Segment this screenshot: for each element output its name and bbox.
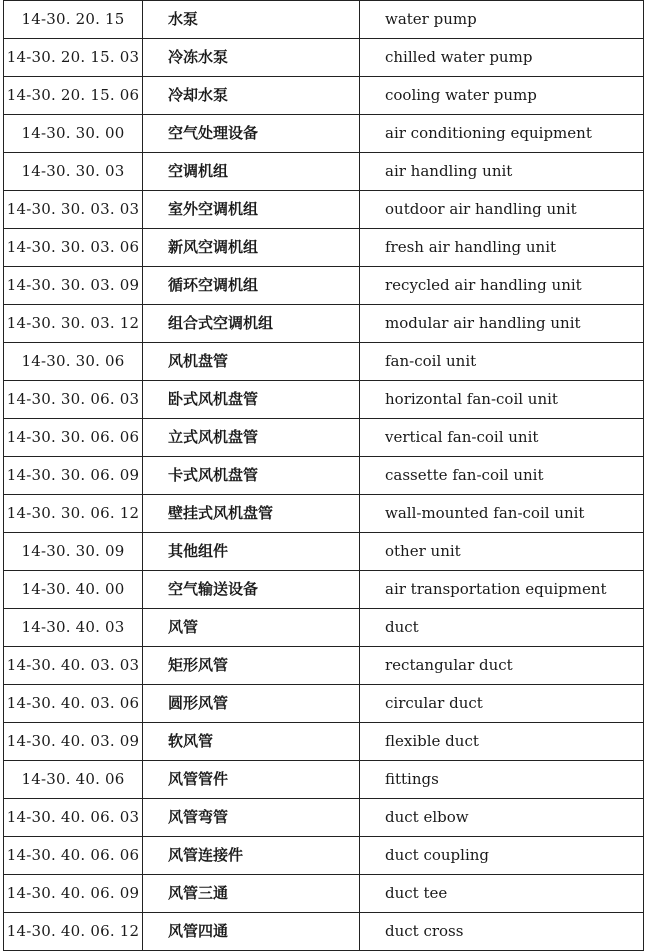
code-cell: 14-30. 30. 03. 03	[4, 191, 143, 229]
code-cell: 14-30. 30. 03. 09	[4, 267, 143, 305]
english-name-cell: water pump	[360, 1, 644, 39]
code-cell: 14-30. 30. 00	[4, 115, 143, 153]
table-row	[4, 913, 644, 951]
chinese-name-cell: 风管	[143, 609, 360, 647]
chinese-name-cell: 风管连接件	[143, 837, 360, 875]
english-name-cell: circular duct	[360, 685, 644, 723]
code-cell: 14-30. 40. 06. 09	[4, 875, 143, 913]
code-cell: 14-30. 40. 03. 03	[4, 647, 143, 685]
chinese-name-cell: 空调机组	[143, 153, 360, 191]
english-name-cell: horizontal fan-coil unit	[360, 381, 644, 419]
english-name-cell: fittings	[360, 761, 644, 799]
english-name-cell: air conditioning equipment	[360, 115, 644, 153]
english-name-cell: fresh air handling unit	[360, 229, 644, 267]
table-row	[4, 837, 644, 875]
code-cell: 14-30. 40. 03. 06	[4, 685, 143, 723]
table-row	[4, 191, 644, 229]
chinese-name-cell: 组合式空调机组	[143, 305, 360, 343]
chinese-name-cell: 壁挂式风机盘管	[143, 495, 360, 533]
table-row	[4, 457, 644, 495]
table-row	[4, 267, 644, 305]
table-row	[4, 875, 644, 913]
chinese-name-cell: 风管三通	[143, 875, 360, 913]
chinese-name-cell: 冷冻水泵	[143, 39, 360, 77]
english-name-cell: fan-coil unit	[360, 343, 644, 381]
table-row	[4, 799, 644, 837]
english-name-cell: vertical fan-coil unit	[360, 419, 644, 457]
code-cell: 14-30. 40. 06. 03	[4, 799, 143, 837]
chinese-name-cell: 室外空调机组	[143, 191, 360, 229]
chinese-name-cell: 空气输送设备	[143, 571, 360, 609]
code-cell: 14-30. 30. 03	[4, 153, 143, 191]
chinese-name-cell: 立式风机盘管	[143, 419, 360, 457]
chinese-name-cell: 软风管	[143, 723, 360, 761]
table-row	[4, 77, 644, 115]
table-row	[4, 571, 644, 609]
english-name-cell: rectangular duct	[360, 647, 644, 685]
english-name-cell: other unit	[360, 533, 644, 571]
code-cell: 14-30. 30. 06	[4, 343, 143, 381]
table-row	[4, 153, 644, 191]
code-cell: 14-30. 40. 06. 06	[4, 837, 143, 875]
table-row	[4, 495, 644, 533]
code-cell: 14-30. 40. 06	[4, 761, 143, 799]
code-cell: 14-30. 30. 06. 06	[4, 419, 143, 457]
code-cell: 14-30. 40. 03	[4, 609, 143, 647]
code-cell: 14-30. 20. 15. 03	[4, 39, 143, 77]
english-name-cell: cooling water pump	[360, 77, 644, 115]
english-name-cell: cassette fan-coil unit	[360, 457, 644, 495]
table-row	[4, 381, 644, 419]
code-cell: 14-30. 30. 09	[4, 533, 143, 571]
english-name-cell: duct	[360, 609, 644, 647]
english-name-cell: wall-mounted fan-coil unit	[360, 495, 644, 533]
english-name-cell: modular air handling unit	[360, 305, 644, 343]
code-cell: 14-30. 30. 06. 03	[4, 381, 143, 419]
table-row	[4, 229, 644, 267]
chinese-name-cell: 冷却水泵	[143, 77, 360, 115]
chinese-name-cell: 新风空调机组	[143, 229, 360, 267]
chinese-name-cell: 矩形风管	[143, 647, 360, 685]
classification-table	[3, 0, 644, 951]
table-row	[4, 419, 644, 457]
chinese-name-cell: 风管四通	[143, 913, 360, 951]
table-body	[4, 1, 644, 951]
table-row	[4, 723, 644, 761]
english-name-cell: outdoor air handling unit	[360, 191, 644, 229]
chinese-name-cell: 卧式风机盘管	[143, 381, 360, 419]
code-cell: 14-30. 30. 06. 12	[4, 495, 143, 533]
code-cell: 14-30. 40. 03. 09	[4, 723, 143, 761]
table-row	[4, 305, 644, 343]
chinese-name-cell: 圆形风管	[143, 685, 360, 723]
chinese-name-cell: 空气处理设备	[143, 115, 360, 153]
code-cell: 14-30. 30. 06. 09	[4, 457, 143, 495]
chinese-name-cell: 水泵	[143, 1, 360, 39]
english-name-cell: air handling unit	[360, 153, 644, 191]
table-row	[4, 39, 644, 77]
table-row	[4, 343, 644, 381]
english-name-cell: duct coupling	[360, 837, 644, 875]
english-name-cell: duct tee	[360, 875, 644, 913]
table-row	[4, 761, 644, 799]
chinese-name-cell: 风管管件	[143, 761, 360, 799]
english-name-cell: recycled air handling unit	[360, 267, 644, 305]
chinese-name-cell: 卡式风机盘管	[143, 457, 360, 495]
english-name-cell: flexible duct	[360, 723, 644, 761]
code-cell: 14-30. 40. 00	[4, 571, 143, 609]
chinese-name-cell: 风机盘管	[143, 343, 360, 381]
chinese-name-cell: 其他组件	[143, 533, 360, 571]
table-row	[4, 685, 644, 723]
table-row	[4, 115, 644, 153]
table-row	[4, 609, 644, 647]
code-cell: 14-30. 30. 03. 06	[4, 229, 143, 267]
english-name-cell: air transportation equipment	[360, 571, 644, 609]
table-row	[4, 647, 644, 685]
table-row	[4, 533, 644, 571]
chinese-name-cell: 循环空调机组	[143, 267, 360, 305]
english-name-cell: chilled water pump	[360, 39, 644, 77]
code-cell: 14-30. 20. 15	[4, 1, 143, 39]
code-cell: 14-30. 30. 03. 12	[4, 305, 143, 343]
english-name-cell: duct elbow	[360, 799, 644, 837]
chinese-name-cell: 风管弯管	[143, 799, 360, 837]
english-name-cell: duct cross	[360, 913, 644, 951]
table-row	[4, 1, 644, 39]
code-cell: 14-30. 20. 15. 06	[4, 77, 143, 115]
code-cell: 14-30. 40. 06. 12	[4, 913, 143, 951]
